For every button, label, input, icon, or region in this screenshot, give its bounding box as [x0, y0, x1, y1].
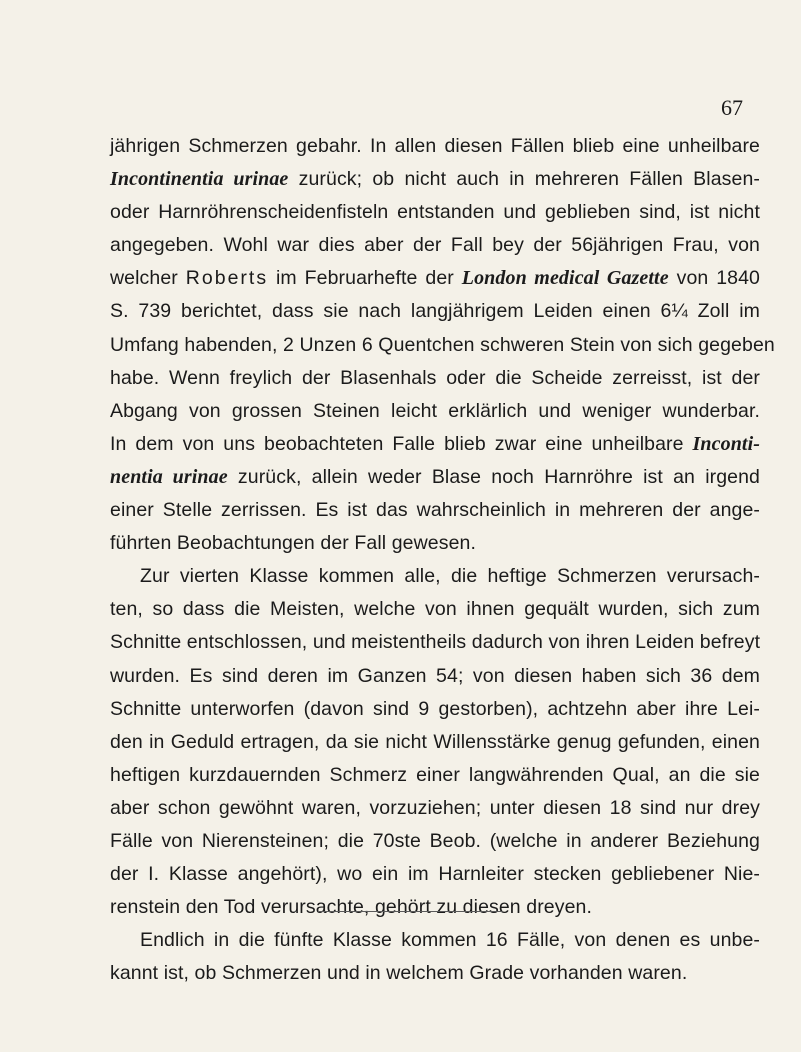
text-line: oder Harnröhrenscheidenfisteln entstanden und geblieben sind, ist nicht: [110, 201, 760, 224]
text-line: aber schon gewöhnt waren, vorzuziehen; unter diesen 18 sind nur drey: [110, 796, 760, 819]
text-line: welcher Roberts im Februarhefte der London medical Gazette von 1840: [110, 267, 761, 290]
italic-term: Incontinentia urinae: [110, 168, 289, 191]
text-line: einer Stelle zerrissen. Es ist das wahrscheinlich in mehreren der ange-: [110, 499, 760, 522]
text-line: renstein den Tod verursachte, gehört zu diesen dreyen.: [110, 896, 593, 919]
text-line: Umfang habenden, 2 Unzen 6 Quentchen schweren Stein von sich gegeben: [110, 333, 775, 356]
text-line: angegeben. Wohl war dies aber der Fall bey der 56jährigen Frau, von: [110, 234, 760, 257]
section-divider: [318, 911, 503, 912]
italic-term: nentia urinae: [110, 465, 228, 488]
text-line: wurden. Es sind deren im Ganzen 54; von diesen haben sich 36 dem: [110, 664, 760, 687]
text-line: habe. Wenn freylich der Blasenhals oder die Scheide zerreisst, ist der: [110, 366, 760, 389]
page-number: 67: [721, 95, 743, 120]
text-line: heftigen kurzdauernden Schmerz einer langwährenden Qual, an die sie: [110, 763, 760, 786]
author-name: Roberts: [185, 267, 269, 290]
text-line: jährigen Schmerzen gebahr. In allen diesen Fällen blieb eine unheilbare: [110, 135, 760, 157]
text-line: ten, so dass die Meisten, welche von ihnen gequält wurden, sich zum: [110, 598, 760, 621]
text-line: den in Geduld ertragen, da sie nicht Willensstärke genug gefunden, einen: [110, 730, 760, 753]
text-line: Incontinentia urinae zurück; ob nicht auch in mehreren Fällen Blasen-: [110, 168, 760, 191]
text-line: kannt ist, ob Schmerzen und in welchem Grade vorhanden waren.: [110, 962, 688, 985]
text-line: nentia urinae zurück, allein weder Blase noch Harnröhre ist an irgend: [110, 465, 761, 488]
text-line: Zur vierten Klasse kommen alle, die heftige Schmerzen verursach-: [140, 565, 760, 588]
body-text: [110, 130, 775, 990]
text-line: Abgang von grossen Steinen leicht erklärlich und weniger wunderbar.: [110, 399, 760, 422]
text-line: In dem von uns beobachteten Falle blieb zwar eine unheilbare Inconti-: [110, 432, 760, 455]
italic-term: Inconti-: [692, 432, 760, 455]
text-line: der I. Klasse angehört), wo ein im Harnleiter stecken gebliebener Nie-: [110, 863, 760, 886]
journal-title: London medical Gazette: [461, 267, 669, 290]
text-line: Schnitte entschlossen, und meistentheils dadurch von ihren Leiden befreyt: [110, 631, 761, 654]
text-line: S. 739 berichtet, dass sie nach langjährigem Leiden einen 6¼ Zoll im: [110, 300, 760, 323]
text-line: Fälle von Nierensteinen; die 70ste Beob. (welche in anderer Beziehung: [110, 829, 760, 852]
text-line: Schnitte unterworfen (davon sind 9 gestorben), achtzehn aber ihre Lei-: [110, 697, 760, 720]
text-line: Endlich in die fünfte Klasse kommen 16 Fälle, von denen es unbe-: [140, 929, 760, 952]
text-line: führten Beobachtungen der Fall gewesen.: [110, 532, 476, 555]
